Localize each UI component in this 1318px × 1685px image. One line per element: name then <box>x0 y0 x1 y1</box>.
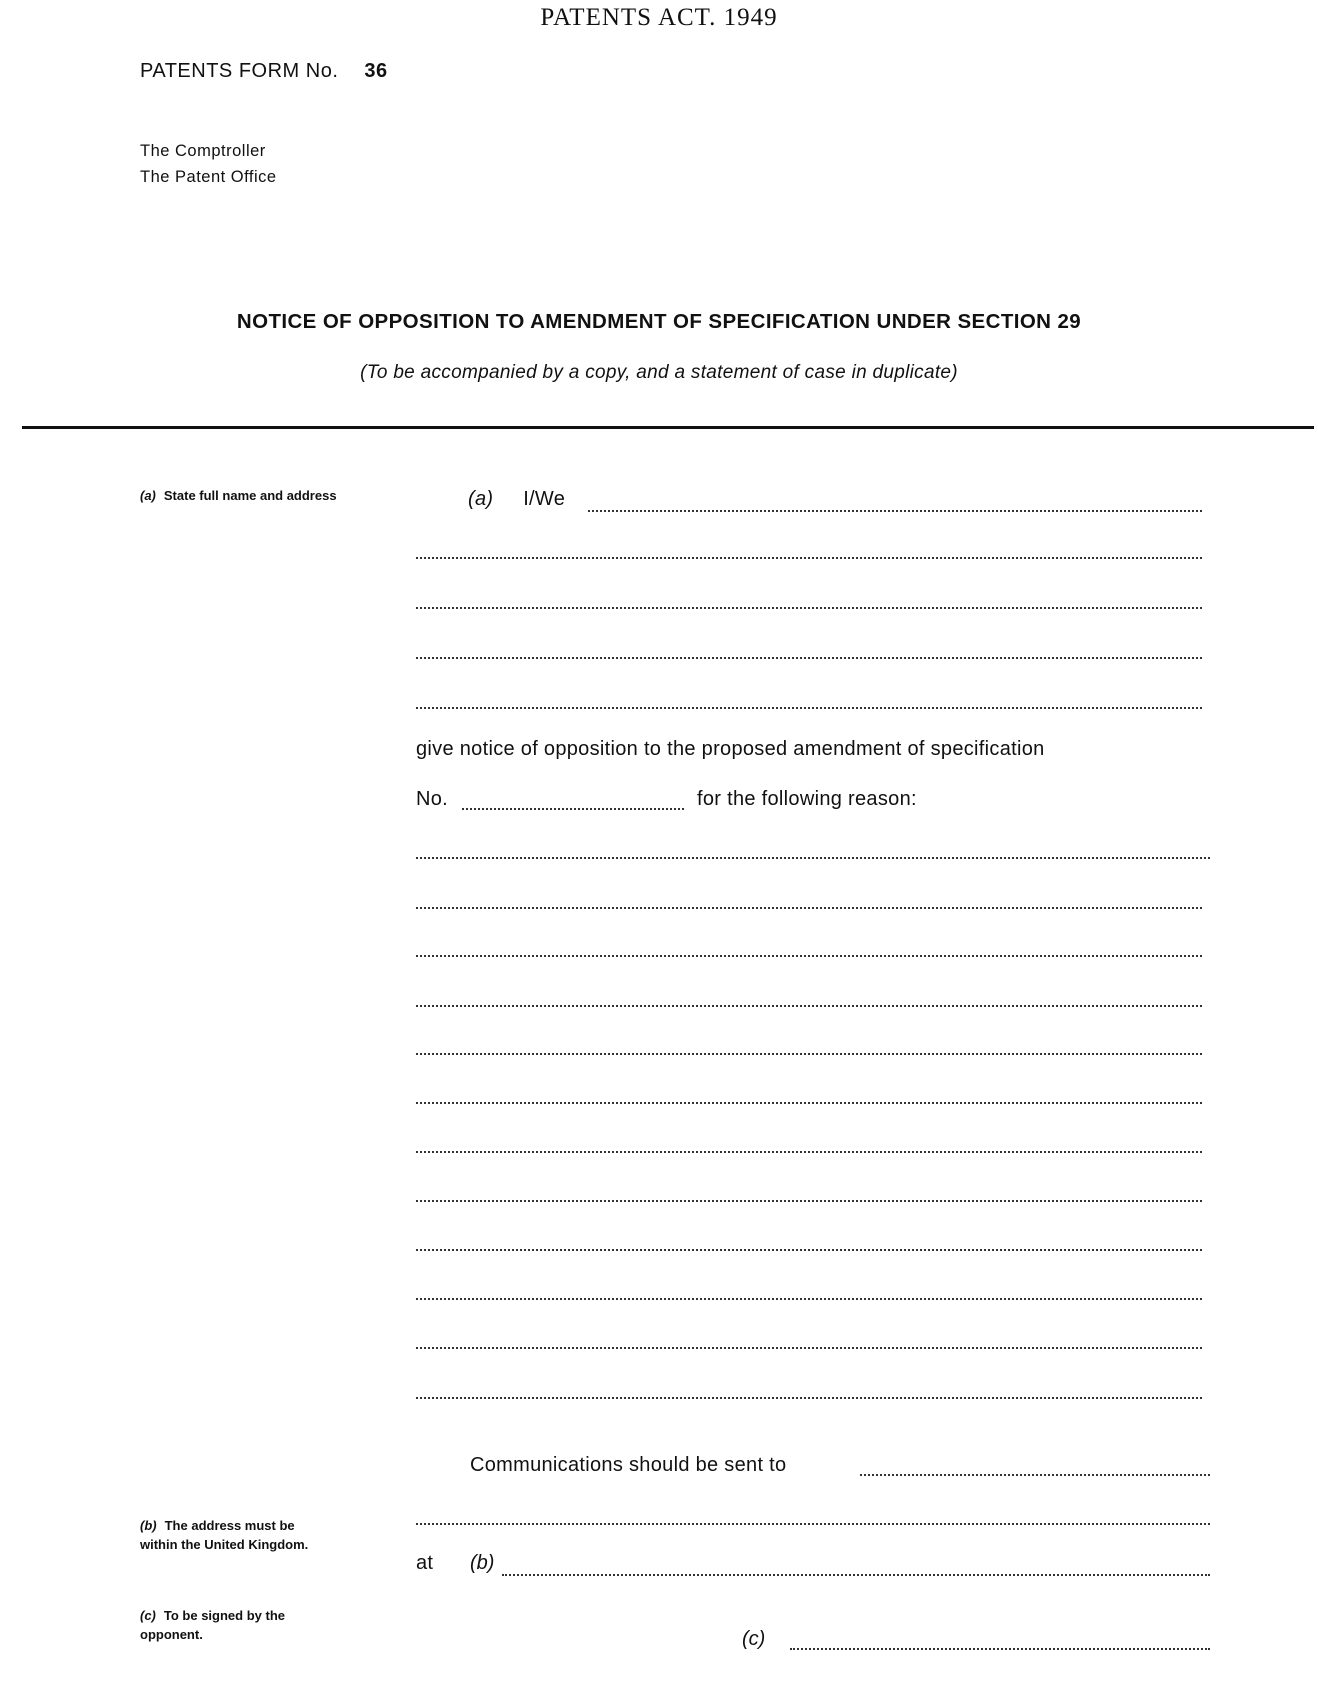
addressee-line-2: The Patent Office <box>140 168 277 186</box>
address-field-2[interactable] <box>416 607 1202 609</box>
at-label: at <box>416 1552 434 1574</box>
form-number: 36 <box>364 60 388 82</box>
address-field-1[interactable] <box>416 557 1202 559</box>
reason-line-12[interactable] <box>416 1397 1202 1399</box>
note-c-marker: (c) <box>140 1608 156 1623</box>
address-field-3[interactable] <box>416 657 1202 659</box>
body-b-marker: (b) <box>470 1552 495 1574</box>
divider-rule <box>22 426 1314 429</box>
reason-line-2[interactable] <box>416 907 1202 909</box>
note-a-marker: (a) <box>140 488 156 503</box>
note-b <box>140 1516 325 1554</box>
form-label: PATENTS FORM No. <box>140 60 339 82</box>
i-we-line <box>468 488 565 511</box>
note-c-text: To be signed by the opponent. <box>140 1608 285 1642</box>
communications-field-2[interactable] <box>416 1523 1210 1525</box>
act-heading: PATENTS ACT. 1949 <box>540 4 778 31</box>
reason-line-3[interactable] <box>416 955 1202 957</box>
body-a-marker: (a) <box>468 488 494 510</box>
reason-line-5[interactable] <box>416 1053 1202 1055</box>
note-b-text: The address must be within the United Kingdom. <box>140 1518 309 1552</box>
reason-line-9[interactable] <box>416 1249 1202 1251</box>
no-label: No. <box>416 788 449 810</box>
name-field[interactable] <box>588 510 1202 512</box>
signature-field[interactable] <box>790 1648 1210 1650</box>
communications-field[interactable] <box>860 1474 1210 1476</box>
reason-line-11[interactable] <box>416 1347 1202 1349</box>
notice-text: give notice of opposition to the proposed amendment of specification <box>416 738 1045 760</box>
address-field-4[interactable] <box>416 707 1202 709</box>
i-we-label: I/We <box>523 488 566 510</box>
reason-line-1[interactable] <box>416 857 1210 859</box>
note-c <box>140 1606 315 1644</box>
reason-line-6[interactable] <box>416 1102 1202 1104</box>
note-a <box>140 486 340 505</box>
reason-line-7[interactable] <box>416 1151 1202 1153</box>
communications-label: Communications should be sent to <box>470 1454 787 1476</box>
form-title: NOTICE OF OPPOSITION TO AMENDMENT OF SPECIFICATION UNDER SECTION 29 <box>236 310 1082 333</box>
form-number-line <box>140 60 388 83</box>
form-subtitle: (To be accompanied by a copy, and a statement of case in duplicate) <box>360 362 958 383</box>
reason-line-4[interactable] <box>416 1005 1202 1007</box>
specification-number-field[interactable] <box>462 808 684 810</box>
note-b-marker: (b) <box>140 1518 157 1533</box>
reason-line-10[interactable] <box>416 1298 1202 1300</box>
note-a-text: State full name and address <box>163 488 337 503</box>
addressee-line-1: The Comptroller <box>140 142 266 160</box>
reason-label: for the following reason: <box>697 788 917 810</box>
reason-line-8[interactable] <box>416 1200 1202 1202</box>
address-uk-field[interactable] <box>502 1574 1210 1576</box>
body-c-marker: (c) <box>742 1628 766 1650</box>
